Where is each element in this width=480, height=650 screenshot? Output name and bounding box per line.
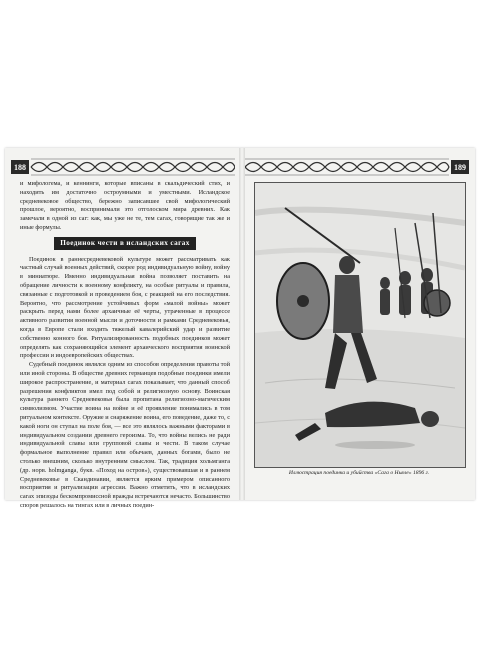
- book-gutter: [239, 148, 245, 500]
- page-number-right: 189: [451, 160, 469, 174]
- left-page-text: [20, 180, 230, 511]
- section-heading-label: Поединок чести в исландских сагах: [54, 237, 196, 250]
- knotwork-ornament-left: [9, 156, 235, 178]
- paragraph: и мифологема, и кеннинги, которые вписаны в скальдический стих, и находить им достаточно остроумными и уместными. Исландское средневековое общество, бережно записавшее свой мифологический прошлое, вероятно, воспринимали это отголоском мира древних. Как замечали в одной из саг: как, мы уже не те, тем сагах, говорящие так же и иные формулы.: [20, 180, 230, 231]
- section-heading: [20, 237, 230, 250]
- page-number-left: 188: [11, 160, 29, 174]
- book-spread: [5, 148, 475, 509]
- paragraph: Поединок в раннесредневековой культуре может рассматривать как частный случай военных действий, скорее род индивидуальную войну, войну в миниатюре. Именно индивидуальная война позволяет поставить на обращение личности к военному конфликту, на особые ритуалы и правила, связанные с подготовкой и проведением боя, с реакцией на его последствия. Вероятно, что рассмотрение устойчивых форм «малой войны» может раскрыть перед нами более архаичные её черты, утраченные в процессе активного развития военной мысли и доточности и рамками Средневековья, когда в Европе стали входить тяжелый кавалерийский удар и развитие собственно конного боя. Ритуализированность подобных поединков может определять как сохраняющийся элемент архаического восприятия воинской профессии и индоевропейских обществах.: [20, 255, 230, 360]
- right-header-band: [245, 156, 471, 178]
- left-header-band: [9, 156, 235, 178]
- knotwork-ornament-right: [245, 156, 471, 178]
- paragraph: Судебный поединок являлся одним из способов определения правоты той или иной стороны. В обществе древних германцев подобные поединки имели широкое распространение, и материал сагах показывает, что данный способ разрешения конфликтов имел под собой и религиозную основу. Воинская культура раннего Средневековья была пропитана религиозно-магическим символизмом. Участие воина на войне и её проявление понимались в том ритуальном контексте. Оружие и снаряжение воина, его поведение, даже то, с какой ноги он ступал на поле боя, — все это являлось важными факторами в индивидуальном создании древнего героизма. То, что войны велись не ради индивидуальной славы или групповой славы и чести. В таком случае формальное выполнение правил или обычаев, данных богами, было не столько внешним, сколько внутренним смыслом. Так, традиция хольмганга (др. норв. holmganga, букв. «Поход на остров»), существовавшая и в раннем Средневековье в Скандинавии, является ярким примером описанного восприятия и ритуализации агрессии. Важно отметить, что в исландских сагах эпизоды бескомпромиссной вражды встречаются нечасто. Большинство споров решалось на тингах или в личных поедин-: [20, 361, 230, 509]
- duel-scene-image: [255, 183, 465, 467]
- illustration-caption: Иллюстрация поединка и убийства «Сага о Ньяле» 1896 г.: [288, 470, 430, 476]
- battle-illustration: [254, 182, 466, 468]
